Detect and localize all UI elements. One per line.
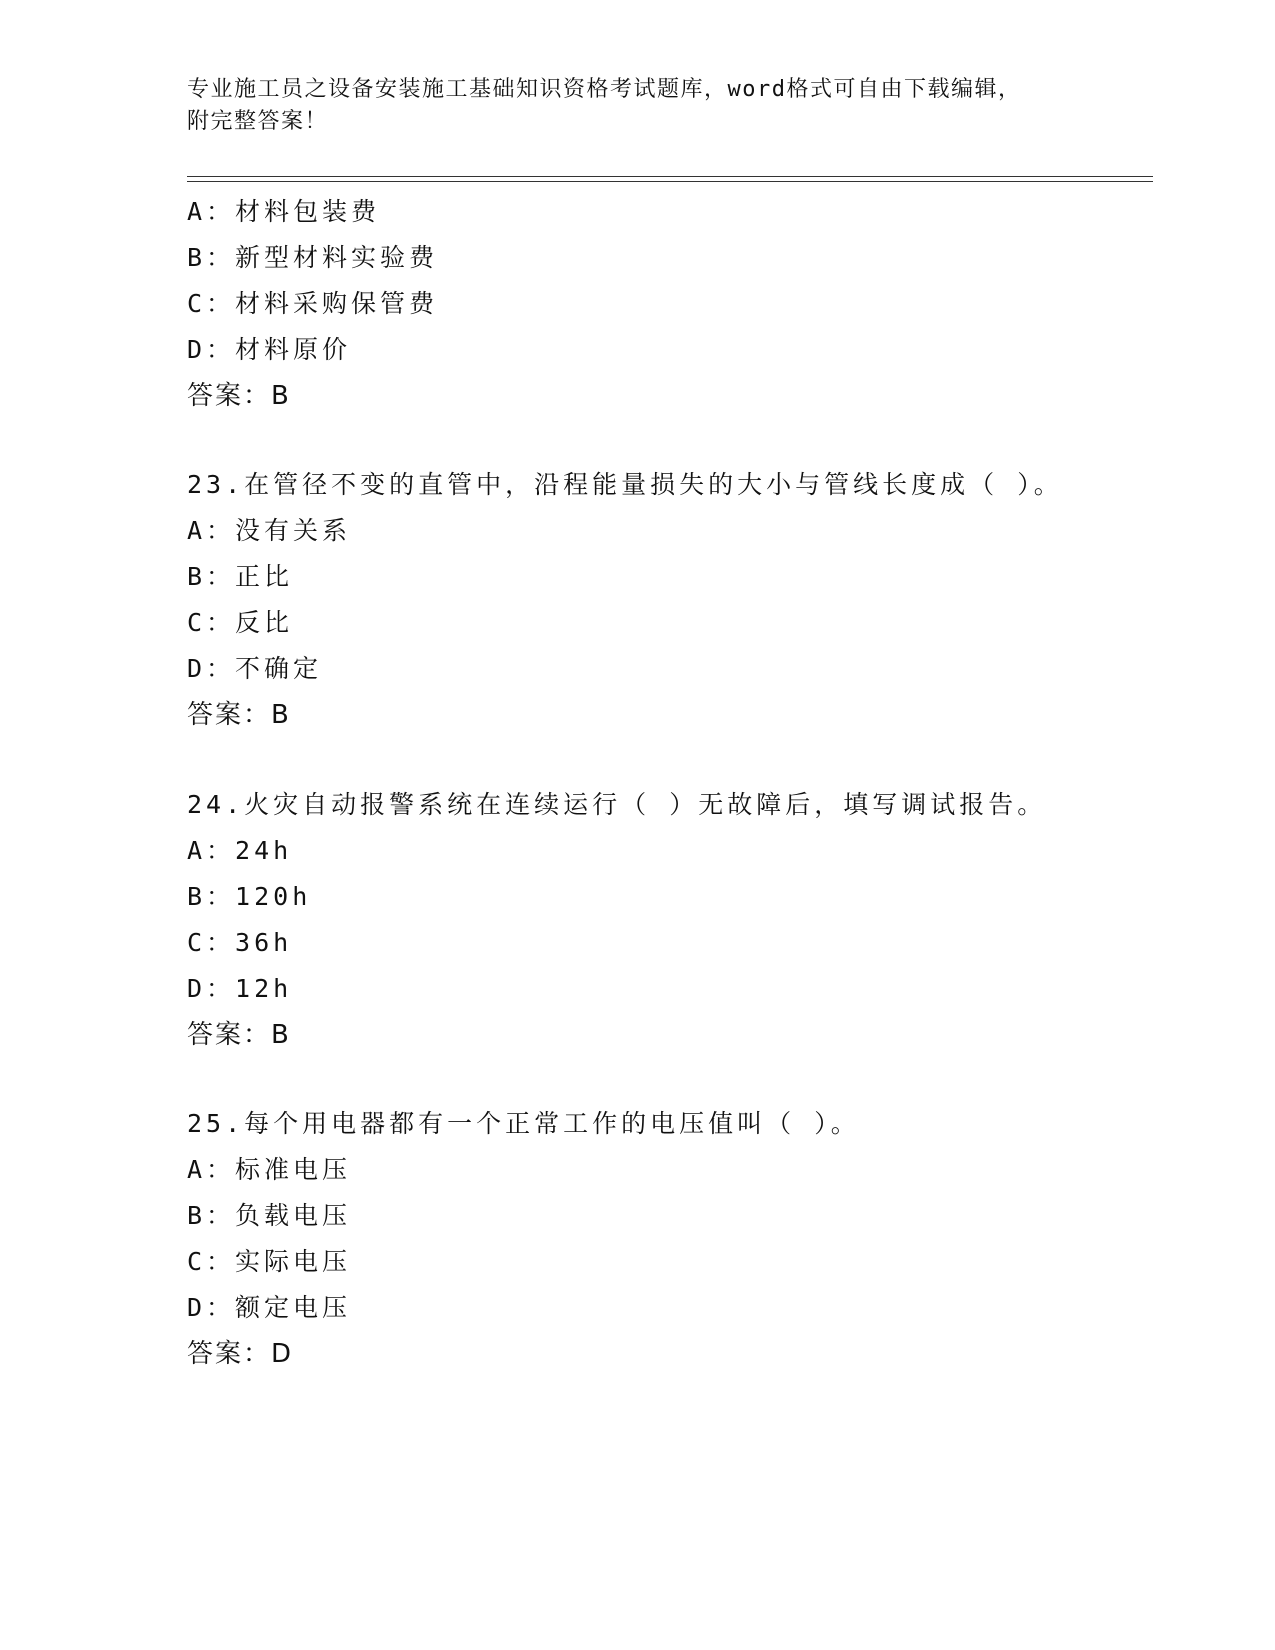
question-22-continued bbox=[187, 189, 1167, 419]
header-divider-top bbox=[187, 176, 1153, 177]
option-d: D：不确定 bbox=[187, 654, 323, 683]
option-b: B：新型材料实验费 bbox=[187, 243, 439, 272]
question-23 bbox=[187, 462, 1167, 738]
question-stem: 23.在管径不变的直管中，沿程能量损失的大小与管线长度成（ ）。 bbox=[187, 470, 1063, 499]
answer-line: 答案：B bbox=[187, 381, 291, 411]
document-header bbox=[187, 74, 1057, 138]
question-24 bbox=[187, 782, 1167, 1058]
question-25 bbox=[187, 1101, 1167, 1377]
option-a: A：24h bbox=[187, 836, 293, 865]
header-title-line2: 附完整答案！ bbox=[187, 109, 329, 134]
answer-line: 答案：B bbox=[187, 700, 291, 730]
header-divider-bottom bbox=[187, 181, 1153, 182]
option-a: A：材料包装费 bbox=[187, 197, 381, 226]
option-c: C：36h bbox=[187, 928, 293, 957]
option-b: B：负载电压 bbox=[187, 1201, 352, 1230]
question-stem: 25.每个用电器都有一个正常工作的电压值叫（ ）。 bbox=[187, 1109, 860, 1138]
option-a: A：标准电压 bbox=[187, 1155, 352, 1184]
answer-line: 答案：B bbox=[187, 1020, 291, 1050]
option-d: D：材料原价 bbox=[187, 335, 352, 364]
option-c: C：反比 bbox=[187, 608, 294, 637]
option-a: A：没有关系 bbox=[187, 516, 352, 545]
option-d: D：额定电压 bbox=[187, 1293, 352, 1322]
option-b: B：120h bbox=[187, 882, 312, 911]
option-c: C：材料采购保管费 bbox=[187, 289, 439, 318]
header-title-line1: 专业施工员之设备安装施工基础知识资格考试题库，word格式可自由下载编辑， bbox=[187, 77, 1022, 102]
question-stem: 24.火灾自动报警系统在连续运行（ ）无故障后，填写调试报告。 bbox=[187, 790, 1047, 819]
option-b: B：正比 bbox=[187, 562, 294, 591]
option-c: C：实际电压 bbox=[187, 1247, 352, 1276]
answer-line: 答案：D bbox=[187, 1339, 294, 1369]
option-d: D：12h bbox=[187, 974, 293, 1003]
